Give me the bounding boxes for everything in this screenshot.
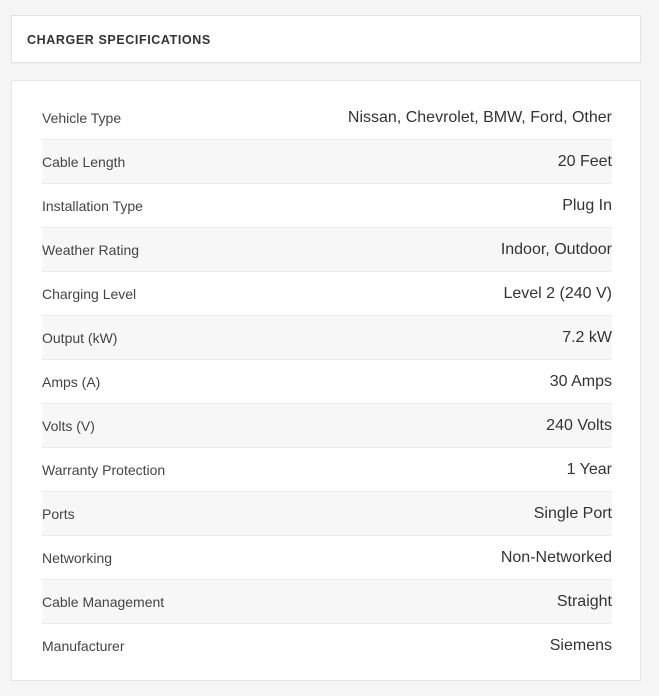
spec-label: Warranty Protection (42, 461, 166, 478)
spec-value: Level 2 (240 V) (503, 284, 612, 302)
spec-row-charging-level (42, 272, 612, 316)
specifications-table (42, 96, 612, 668)
spec-value: 7.2 kW (562, 328, 612, 346)
spec-row-manufacturer (42, 624, 612, 668)
spec-row-warranty-protection (42, 448, 612, 492)
spec-row-installation-type (42, 184, 612, 228)
spec-value: 30 Amps (549, 372, 612, 390)
spec-value: Plug In (562, 196, 612, 214)
spec-row-cable-length (42, 140, 612, 184)
spec-row-volts (42, 404, 612, 448)
spec-row-weather-rating (42, 228, 612, 272)
spec-label: Manufacturer (42, 638, 125, 654)
spec-label: Charging Level (42, 285, 137, 302)
spec-value: Non-Networked (500, 548, 612, 566)
spec-value: 20 Feet (557, 152, 612, 170)
spec-row-networking (42, 536, 612, 580)
spec-label: Volts (V) (42, 417, 95, 434)
spec-label: Cable Management (42, 593, 165, 610)
specifications-panel (11, 80, 641, 681)
spec-row-amps (42, 360, 612, 404)
specifications-header (11, 15, 641, 63)
spec-row-output (42, 316, 612, 360)
spec-value: Single Port (533, 504, 612, 522)
spec-row-cable-management (42, 580, 612, 624)
spec-value: Indoor, Outdoor (500, 240, 612, 258)
spec-value: 240 Volts (546, 416, 612, 434)
section-title: CHARGER SPECIFICATIONS (27, 33, 211, 47)
spec-value: Nissan, Chevrolet, BMW, Ford, Other (347, 108, 612, 126)
spec-value: Straight (556, 592, 612, 610)
spec-label: Networking (42, 549, 113, 566)
spec-label: Vehicle Type (42, 109, 122, 126)
spec-label: Cable Length (42, 153, 126, 170)
spec-value: Siemens (549, 637, 612, 654)
spec-label: Installation Type (42, 197, 143, 214)
spec-label: Output (kW) (42, 329, 118, 346)
spec-row-ports (42, 492, 612, 536)
spec-label: Ports (42, 505, 75, 522)
spec-label: Amps (A) (42, 373, 101, 390)
spec-value: 1 Year (566, 460, 612, 478)
spec-row-vehicle-type (42, 96, 612, 140)
spec-label: Weather Rating (42, 241, 140, 258)
